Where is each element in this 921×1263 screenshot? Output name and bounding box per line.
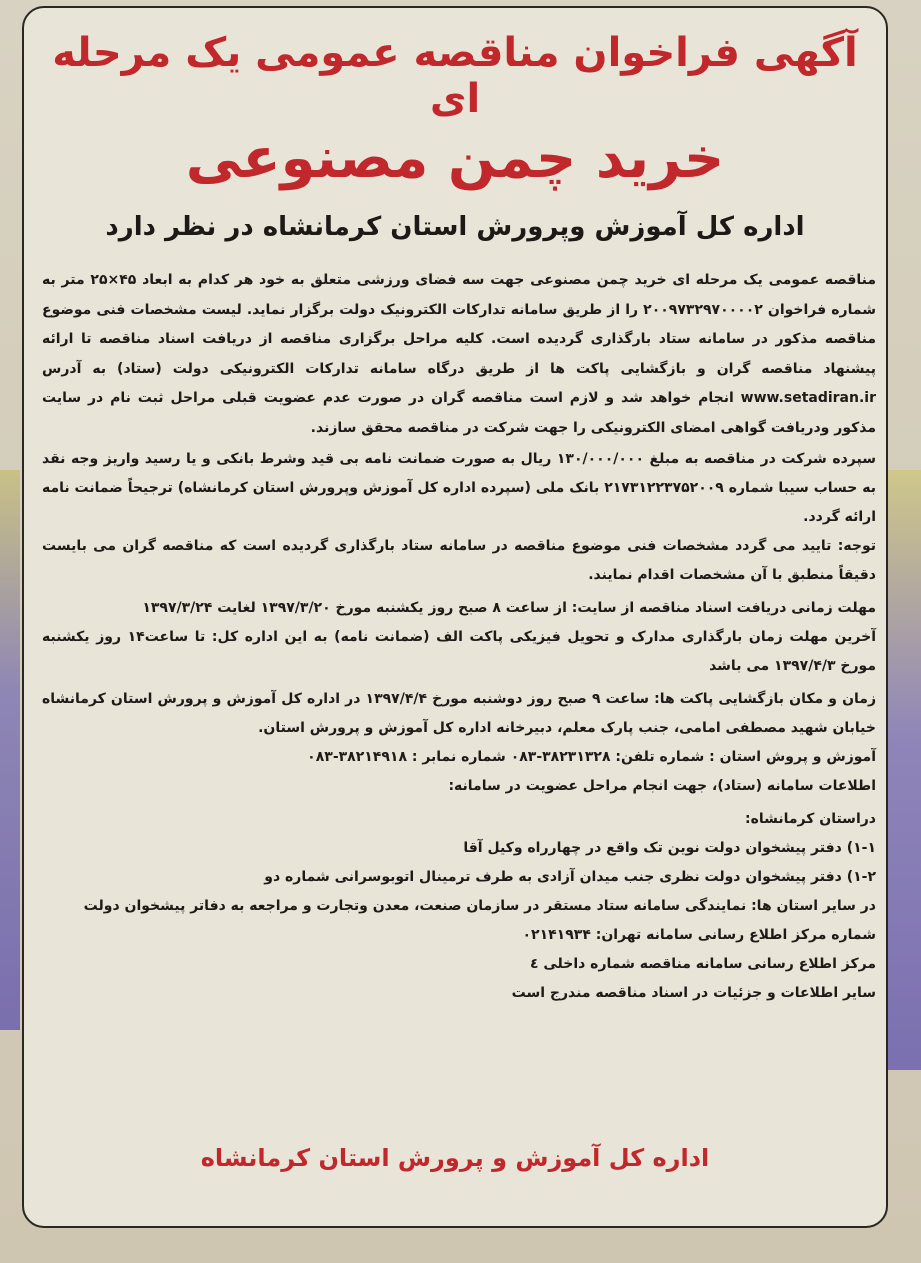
paragraph-opening: زمان و مکان بازگشایی پاکت ها: ساعت ۹ صبح روز دوشنبه مورخ ۱۳۹۷/۴/۴ در اداره کل آموزش و پرورش استان کرمانشاه خیابان شهید مصطفی امامی، جنب پارک معلم، دبیرخانه اداره کل آموزش و پرورش استان.	[42, 691, 877, 736]
paragraph-other-provinces: در سایر استان ها: نمایندگی سامانه ستاد مستقر در سازمان صنعت، معدن وتجارت و مراجعه به دفاتر پیشخوان دولت	[83, 898, 876, 914]
paragraph-intro: مناقصه عمومی یک مرحله ای خرید چمن مصنوعی جهت سه فضای ورزشی متعلق به خود هر کدام به ابعاد ۴۵×۲۵ متر به شماره فراخوان ۲۰۰۹۷۳۲۹۷۰۰۰۰۲ را از طریق سامانه تدارکات الکترونیک دولت برگزار نماید. لیست مشخصات فنی موضوع مناقصه مذکور در سامانه ستاد بارگذاری گردیده است. کلیه مراحل برگزاری مناقصه از دریافت اسناد مناقصه تا ارائه پیشنهاد مناقصه گران و بازگشایی پاکت ها از طریق درگاه سامانه تدارکات الکترونیکی دولت (ستاد) به آدرس www.setadiran.ir انجام خواهد شد و لازم است مناقصه گران در صورت عدم عضویت قبلی مراحل ثبت نام در سایت مذکور ودریافت گواهی امضای الکترونیکی را جهت شرکت در مناقصه محقق سازند.	[42, 272, 877, 436]
list-item-office-2: ۱-۲) دفتر پیشخوان دولت نظری جنب میدان آزادی به طرف ترمینال اتوبوسرانی شماره دو	[264, 869, 876, 885]
paragraph-deposit: سپرده شرکت در مناقصه به مبلغ ۱۳۰/۰۰۰/۰۰۰ ریال به صورت ضمانت نامه بی قید وشرط بانکی و یا رسید واریز وجه نقد به حساب سیبا شماره ۲۱۷۳۱۲۲۳۷۵۲۰۰۹ بانک ملی (سپرده اداره کل آموزش وپرورش استان کرمانشاه) ترجیحاً ضمانت نامه ارائه گردد.	[42, 451, 876, 525]
paragraph-kermanshah: دراستان کرمانشاه:	[744, 811, 876, 827]
paragraph-contact: آموزش و پروش استان : شماره تلفن: ۳۸۲۳۱۳۲۸-۰۸۳ شماره نمابر : ۳۸۲۱۴۹۱۸-۰۸۳	[307, 749, 876, 765]
notice-body	[42, 266, 876, 1008]
paragraph-submission-deadline: آخرین مهلت زمان بارگذاری مدارک و تحویل فیزیکی پاکت الف (ضمانت نامه) به این اداره کل: تا ساعت۱۴ روز یکشنبه مورخ ۱۳۹۷/۴/۳ می باشد	[42, 629, 876, 674]
paragraph-other-info: سایر اطلاعات و جزئیات در اسناد مناقصه مندرج است	[511, 985, 876, 1001]
right-color-stripe	[887, 470, 921, 1070]
paragraph-tehran-number: شماره مرکز اطلاع رسانی سامانه تهران: ۰۲۱۴۱۹۳۴	[522, 927, 876, 943]
paragraph-document-deadline: مهلت زمانی دریافت اسناد مناقصه از سایت: از ساعت ۸ صبح روز یکشنبه مورخ ۱۳۹۷/۳/۲۰ لغایت ۱۳۹۷/۳/۲۴	[142, 600, 876, 616]
list-item-office-1: ۱-۱) دفتر پیشخوان دولت نوین تک واقع در چهارراه وکیل آقا	[463, 840, 876, 856]
notice-title: آگهی فراخوان مناقصه عمومی یک مرحله ای	[52, 30, 858, 122]
paragraph-extension: مرکز اطلاع رسانی سامانه مناقصه شماره داخلی ٤	[529, 956, 876, 972]
notice-signature: اداره کل آموزش و پرورش استان کرمانشاه	[200, 1144, 710, 1172]
paragraph-note: توجه: تایید می گردد مشخصات فنی موضوع مناقصه در سامانه ستاد بارگذاری گردیده است که مناقصه گران می بایست دقیقاً منطبق با آن مشخصات اقدام نمایند.	[42, 538, 876, 583]
tender-notice-box	[22, 6, 888, 1228]
notice-subtitle: اداره کل آموزش وپرورش استان کرمانشاه در نظر دارد	[105, 212, 805, 242]
notice-headline: خرید چمن مصنوعی	[185, 126, 725, 191]
left-color-stripe	[0, 470, 20, 1030]
paragraph-system-info: اطلاعات سامانه (ستاد)، جهت انجام مراحل عضویت در سامانه:	[448, 778, 876, 794]
